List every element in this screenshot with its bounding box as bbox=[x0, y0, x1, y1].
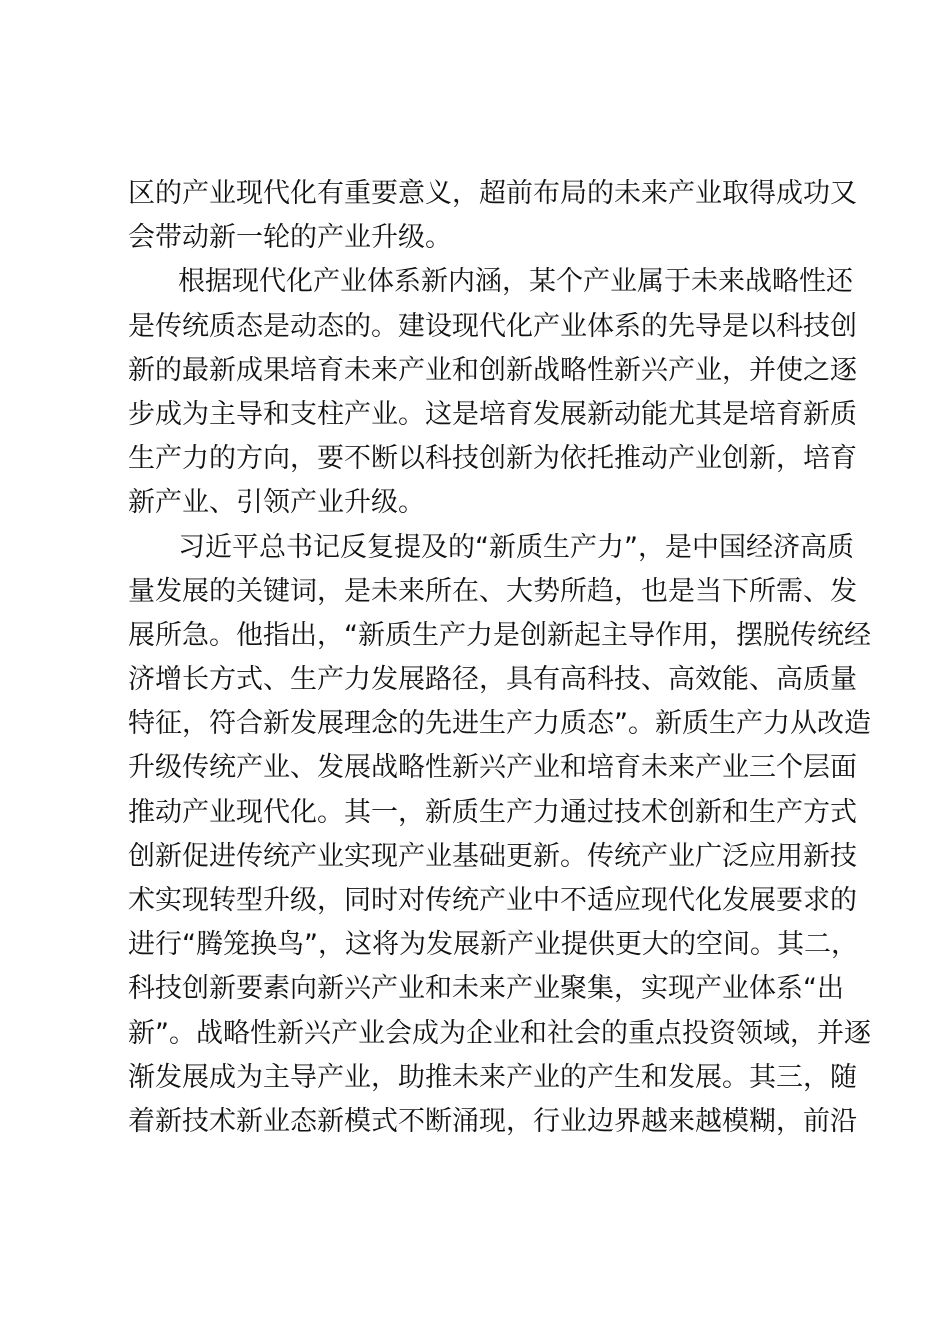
text-line: 着新技术新业态新模式不断涌现，行业边界越来越模糊，前沿 bbox=[128, 1105, 857, 1137]
text-line: 会带动新一轮的产业升级。 bbox=[128, 222, 452, 254]
text-line: 新的最新成果培育未来产业和创新战略性新兴产业，并使之逐 bbox=[128, 354, 857, 386]
text-line: 新”。战略性新兴产业会成为企业和社会的重点投资领域，并逐 bbox=[128, 1017, 871, 1049]
text-line: 根据现代化产业体系新内涵，某个产业属于未来战略性还 bbox=[178, 266, 853, 298]
text-line: 量发展的关键词，是未来所在、大势所趋，也是当下所需、发 bbox=[128, 575, 857, 607]
text-line: 生产力的方向，要不断以科技创新为依托推动产业创新，培育 bbox=[128, 443, 857, 475]
text-line: 是传统质态是动态的。建设现代化产业体系的先导是以科技创 bbox=[128, 310, 857, 342]
text-line: 区的产业现代化有重要意义，超前布局的未来产业取得成功又 bbox=[128, 178, 857, 209]
text-line: 步成为主导和支柱产业。这是培育发展新动能尤其是培育新质 bbox=[128, 398, 857, 430]
text-line: 展所急。他指出，“新质生产力是创新起主导作用，摆脱传统经 bbox=[128, 619, 871, 651]
text-line: 济增长方式、生产力发展路径，具有高科技、高效能、高质量 bbox=[128, 664, 857, 696]
text-line: 渐发展成为主导产业，助推未来产业的产生和发展。其三，随 bbox=[128, 1061, 857, 1093]
paragraph bbox=[128, 260, 857, 525]
text-line: 推动产业现代化。其一，新质生产力通过技术创新和生产方式 bbox=[128, 796, 857, 828]
paragraph bbox=[128, 172, 857, 260]
body-text bbox=[128, 172, 871, 1144]
text-line: 科技创新要素向新兴产业和未来产业聚集，实现产业体系“出 bbox=[128, 973, 844, 1005]
paragraph bbox=[128, 526, 871, 1145]
text-line: 进行“腾笼换鸟”，这将为发展新产业提供更大的空间。其二， bbox=[128, 929, 858, 961]
text-line: 习近平总书记反复提及的“新质生产力”，是中国经济高质 bbox=[178, 531, 854, 563]
text-line: 新产业、引领产业升级。 bbox=[128, 487, 425, 519]
text-line: 术实现转型升级，同时对传统产业中不适应现代化发展要求的 bbox=[128, 885, 857, 916]
text-line: 升级传统产业、发展战略性新兴产业和培育未来产业三个层面 bbox=[128, 752, 857, 784]
text-line: 创新促进传统产业实现产业基础更新。传统产业广泛应用新技 bbox=[128, 840, 857, 872]
text-line: 特征，符合新发展理念的先进生产力质态”。新质生产力从改造 bbox=[128, 708, 871, 740]
